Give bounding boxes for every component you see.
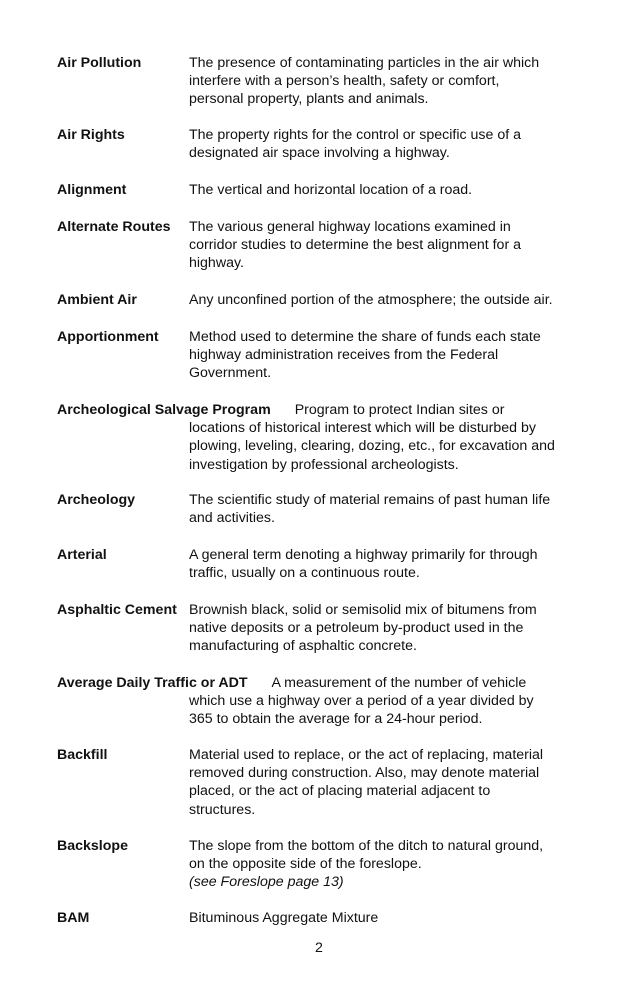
glossary-term: Asphaltic Cement (57, 602, 177, 618)
glossary-entry-apportionment (57, 328, 587, 383)
glossary-term: BAM (57, 910, 90, 926)
definition-line: removed during construction. Also, may denote material (189, 765, 540, 782)
glossary-first-line (57, 674, 587, 692)
definition-line: highway administration receives from the Federal (189, 347, 499, 364)
glossary-entry-ambient-air (57, 291, 587, 309)
glossary-entry-arterial (57, 546, 587, 582)
definition-line: which use a highway over a period of a year divided by (189, 693, 534, 710)
glossary-term: Apportionment (57, 329, 159, 345)
glossary-definition (189, 746, 587, 819)
definition-line: designated air space involving a highway. (189, 145, 450, 162)
definition-line: Any unconfined portion of the atmosphere; the outside air. (189, 292, 553, 308)
definition-line: The vertical and horizontal location of a road. (189, 182, 473, 198)
glossary-term: Backfill (57, 747, 108, 763)
glossary-term: Archeological Salvage Program (57, 402, 271, 418)
definition-line: personal property, plants and animals. (189, 91, 429, 108)
glossary-entry-alternate-routes (57, 218, 587, 273)
glossary-definition (189, 419, 587, 474)
definition-line: placed, or the act of placing material adjacent to (189, 783, 491, 800)
cross-reference-note: (see Foreslope page 13) (189, 874, 344, 891)
glossary-definition (189, 601, 587, 656)
glossary-definition (189, 546, 587, 582)
glossary-entry-air-pollution (57, 54, 587, 109)
glossary-entry-average-daily-traffic (57, 674, 587, 729)
glossary-term: Ambient Air (57, 292, 137, 308)
definition-line: native deposits or a petroleum by-product used in the (189, 620, 524, 637)
glossary-entry-archeology (57, 491, 587, 527)
glossary-entry-backslope (57, 837, 587, 892)
glossary-entry-alignment (57, 181, 587, 199)
glossary-definition (189, 837, 587, 892)
definition-line: interfere with a person’s health, safety or comfort, (189, 73, 500, 90)
glossary-definition (189, 491, 587, 527)
definition-line: The slope from the bottom of the ditch to natural ground, (189, 838, 544, 854)
glossary-entry-asphaltic-cement (57, 601, 587, 656)
glossary-definition (189, 328, 587, 383)
definition-line: and activities. (189, 510, 275, 527)
glossary-definition (189, 909, 587, 927)
glossary-definition (189, 181, 587, 199)
glossary-term: Archeology (57, 492, 136, 508)
definition-line: Method used to determine the share of funds each state (189, 329, 541, 345)
glossary-entry-backfill (57, 746, 587, 819)
glossary-definition (189, 126, 587, 162)
definition-line: The presence of contaminating particles in the air which (189, 55, 540, 71)
definition-line: Brownish black, solid or semisolid mix of bitumens from (189, 602, 537, 618)
definition-line: manufacturing of asphaltic concrete. (189, 638, 417, 655)
glossary-entry-archeological-salvage-program (57, 401, 587, 474)
definition-line: Material used to replace, or the act of replacing, material (189, 747, 544, 763)
glossary-definition (189, 291, 587, 309)
definition-line: Bituminous Aggregate Mixture (189, 910, 379, 926)
definition-line: 365 to obtain the average for a 24-hour period. (189, 711, 483, 728)
glossary-term: Arterial (57, 547, 107, 563)
glossary-term: Alignment (57, 182, 127, 198)
definition-line: locations of historical interest which will be disturbed by (189, 420, 536, 437)
definition-line: Program to protect Indian sites or (294, 402, 505, 418)
definition-line: corridor studies to determine the best alignment for a (189, 237, 521, 254)
definition-line: traffic, usually on a continuous route. (189, 565, 420, 582)
glossary-entry-air-rights (57, 126, 587, 162)
definition-line: The scientific study of material remains of past human life (189, 492, 551, 508)
definition-line: investigation by professional archeologists. (189, 456, 459, 473)
glossary-definition (189, 692, 587, 728)
glossary-term: Alternate Routes (57, 219, 171, 235)
glossary-term: Air Pollution (57, 55, 142, 71)
definition-line: highway. (189, 255, 244, 272)
glossary-term: Backslope (57, 838, 128, 854)
definition-line: structures. (189, 801, 256, 818)
definition-line: A measurement of the number of vehicle (271, 675, 527, 691)
definition-line: Government. (189, 365, 272, 382)
definition-line: The property rights for the control or specific use of a (189, 127, 521, 143)
definition-line: plowing, leveling, clearing, dozing, etc., for excavation and (189, 438, 555, 455)
glossary-definition (189, 218, 587, 273)
page-number: 2 (315, 940, 323, 956)
glossary-first-line (57, 401, 587, 419)
glossary-entry-bam (57, 909, 587, 927)
glossary-term: Average Daily Traffic or ADT (57, 675, 248, 691)
definition-line: The various general highway locations examined in (189, 219, 511, 235)
definition-line: A general term denoting a highway primarily for through (189, 547, 538, 563)
glossary-definition (189, 54, 587, 109)
definition-line: on the opposite side of the foreslope. (189, 856, 422, 873)
glossary-term: Air Rights (57, 127, 125, 143)
